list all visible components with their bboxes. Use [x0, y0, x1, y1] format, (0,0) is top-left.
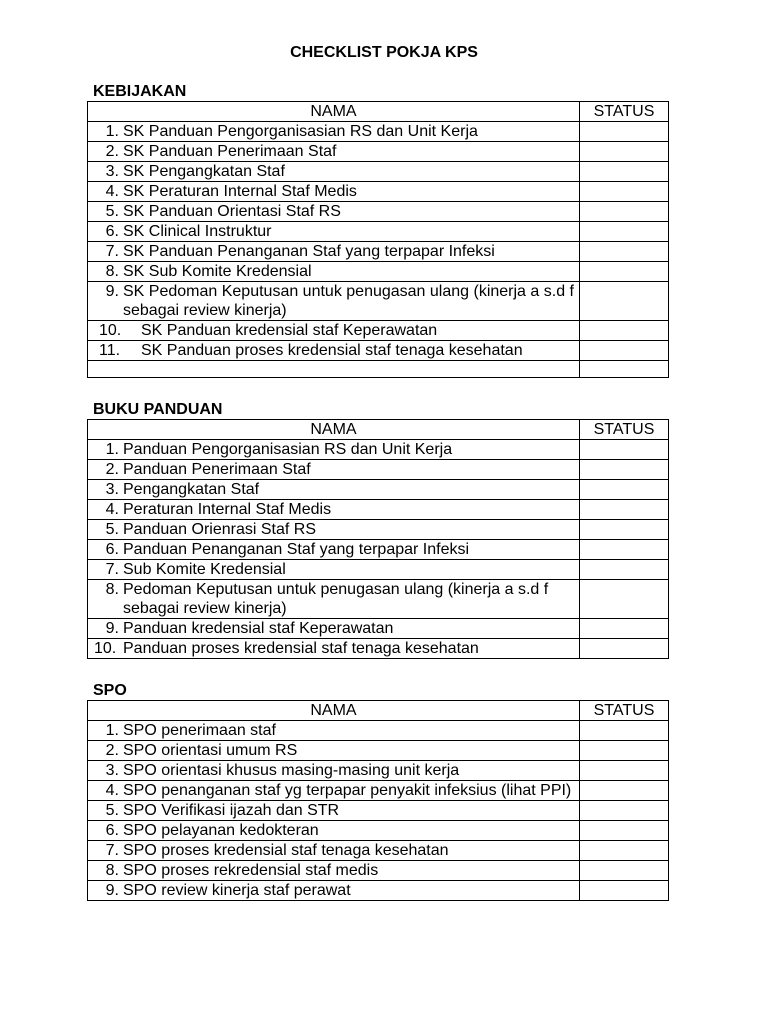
status-cell[interactable] — [580, 122, 669, 142]
item-text: SPO Verifikasi ijazah dan STR — [123, 802, 340, 819]
table-row — [88, 639, 669, 659]
item-text: SK Panduan Pengorganisasian RS dan Unit Kerja — [123, 123, 478, 140]
item-number: 4. — [105, 183, 119, 200]
name-cell — [88, 741, 580, 761]
column-header-status: STATUS — [580, 102, 669, 122]
status-cell[interactable] — [580, 341, 669, 361]
item-number: 5. — [105, 521, 119, 538]
status-cell[interactable] — [580, 580, 669, 619]
item-number: 3. — [105, 762, 119, 779]
item-text: SK Panduan proses kredensial staf tenaga kesehatan — [141, 342, 523, 359]
table-header-row — [88, 420, 669, 440]
table-row — [88, 881, 669, 901]
name-cell — [88, 801, 580, 821]
name-cell — [88, 202, 580, 222]
item-text: SPO orientasi umum RS — [123, 742, 298, 759]
item-number: 1. — [105, 722, 119, 739]
item-text: SK Panduan kredensial staf Keperawatan — [141, 322, 438, 339]
item-number: 8. — [105, 862, 119, 879]
item-number: 8. — [105, 581, 119, 598]
name-cell — [88, 222, 580, 242]
status-cell[interactable] — [580, 761, 669, 781]
status-cell[interactable] — [580, 460, 669, 480]
status-cell[interactable] — [580, 202, 669, 222]
column-header-nama: NAMA — [88, 102, 580, 122]
blank-name-cell — [88, 361, 580, 378]
status-cell[interactable] — [580, 741, 669, 761]
name-cell — [88, 721, 580, 741]
table-row — [88, 122, 669, 142]
name-cell — [88, 761, 580, 781]
item-number: 7. — [105, 842, 119, 859]
status-cell[interactable] — [580, 282, 669, 321]
table-row — [88, 540, 669, 560]
table-row — [88, 282, 669, 321]
status-cell[interactable] — [580, 182, 669, 202]
item-number: 7. — [105, 243, 119, 260]
name-cell — [88, 480, 580, 500]
item-text: SPO review kinerja staf perawat — [123, 882, 351, 899]
table-header-row — [88, 102, 669, 122]
item-number: 6. — [105, 541, 119, 558]
section-heading-spo: SPO — [93, 682, 127, 699]
item-text: Panduan kredensial staf Keperawatan — [123, 620, 394, 637]
status-cell[interactable] — [580, 861, 669, 881]
item-number: 4. — [105, 782, 119, 799]
item-text: SK Pengangkatan Staf — [123, 163, 285, 180]
table-row — [88, 841, 669, 861]
table-row — [88, 142, 669, 162]
item-number: 3. — [105, 481, 119, 498]
spo-table — [87, 700, 669, 901]
item-text: SK Peraturan Internal Staf Medis — [123, 183, 357, 200]
status-cell[interactable] — [580, 841, 669, 861]
name-cell — [88, 122, 580, 142]
item-number: 1. — [105, 123, 119, 140]
item-text: Panduan proses kredensial staf tenaga kesehatan — [123, 640, 479, 657]
status-cell[interactable] — [580, 520, 669, 540]
item-text: Sub Komite Kredensial — [123, 561, 286, 578]
item-number: 9. — [105, 882, 119, 899]
item-text: SK Panduan Orientasi Staf RS — [123, 203, 341, 220]
item-text: Panduan Orienrasi Staf RS — [123, 521, 316, 538]
item-number: 3. — [105, 163, 119, 180]
name-cell — [88, 861, 580, 881]
kebijakan-table — [87, 101, 669, 378]
table-row — [88, 242, 669, 262]
name-cell — [88, 182, 580, 202]
status-cell[interactable] — [580, 480, 669, 500]
item-text: Panduan Pengorganisasian RS dan Unit Kerja — [123, 441, 453, 458]
name-cell — [88, 520, 580, 540]
table-row — [88, 721, 669, 741]
buku-panduan-table — [87, 419, 669, 659]
item-text: Panduan Penerimaan Staf — [123, 461, 311, 478]
item-number: 9. — [105, 283, 119, 300]
item-text: SK Panduan Penanganan Staf yang terpapar Infeksi — [123, 243, 495, 260]
item-text: SPO penerimaan staf — [123, 722, 276, 739]
status-cell[interactable] — [580, 142, 669, 162]
table-row — [88, 801, 669, 821]
status-cell[interactable] — [580, 721, 669, 741]
table-row — [88, 480, 669, 500]
item-number: 5. — [105, 203, 119, 220]
name-cell — [88, 242, 580, 262]
table-row — [88, 460, 669, 480]
section-heading-buku-panduan: BUKU PANDUAN — [93, 401, 223, 418]
item-text: SK Panduan Penerimaan Staf — [123, 143, 337, 160]
status-cell[interactable] — [580, 540, 669, 560]
column-header-status: STATUS — [580, 420, 669, 440]
status-cell[interactable] — [580, 222, 669, 242]
status-cell[interactable] — [580, 162, 669, 182]
name-cell — [88, 881, 580, 901]
item-number: 4. — [105, 501, 119, 518]
table-row — [88, 520, 669, 540]
item-number: 5. — [105, 802, 119, 819]
status-cell[interactable] — [580, 321, 669, 341]
status-cell[interactable] — [580, 619, 669, 639]
status-cell[interactable] — [580, 262, 669, 282]
name-cell — [88, 500, 580, 520]
table-row — [88, 262, 669, 282]
column-header-nama: NAMA — [88, 701, 580, 721]
table-row-blank — [88, 361, 669, 378]
name-cell — [88, 341, 580, 361]
item-text: SK Clinical Instruktur — [123, 223, 272, 240]
item-text: SPO proses kredensial staf tenaga kesehatan — [123, 842, 449, 859]
item-number: 2. — [105, 461, 119, 478]
item-number: 8. — [105, 263, 119, 280]
item-text: SPO proses rekredensial staf medis — [123, 862, 379, 879]
item-number: 10. — [99, 322, 122, 339]
name-cell — [88, 841, 580, 861]
table-row — [88, 202, 669, 222]
item-text: Panduan Penanganan Staf yang terpapar Infeksi — [123, 541, 470, 558]
table-row — [88, 341, 669, 361]
status-cell[interactable] — [580, 500, 669, 520]
name-cell — [88, 580, 580, 619]
table-row — [88, 781, 669, 801]
item-text: Peraturan Internal Staf Medis — [123, 501, 332, 518]
table-row — [88, 500, 669, 520]
section-heading-kebijakan: KEBIJAKAN — [93, 83, 187, 100]
table-header-row — [88, 701, 669, 721]
column-header-status: STATUS — [580, 701, 669, 721]
item-text: SPO pelayanan kedokteran — [123, 822, 319, 839]
table-row — [88, 580, 669, 619]
name-cell — [88, 781, 580, 801]
table-row — [88, 741, 669, 761]
item-number: 1. — [105, 441, 119, 458]
status-cell[interactable] — [580, 639, 669, 659]
item-text: SK Pedoman Keputusan untuk penugasan ulang (kinerja a s.d f sebagai review kinerja) — [123, 283, 574, 319]
item-number: 6. — [105, 223, 119, 240]
name-cell — [88, 460, 580, 480]
table-row — [88, 821, 669, 841]
table-row — [88, 761, 669, 781]
item-text: Pedoman Keputusan untuk penugasan ulang (kinerja a s.d f sebagai review kinerja) — [123, 581, 549, 617]
status-cell[interactable] — [580, 821, 669, 841]
table-row — [88, 182, 669, 202]
table-row — [88, 619, 669, 639]
blank-status-cell[interactable] — [580, 361, 669, 378]
name-cell — [88, 560, 580, 580]
table-row — [88, 560, 669, 580]
item-number: 2. — [105, 742, 119, 759]
status-cell[interactable] — [580, 781, 669, 801]
name-cell — [88, 639, 580, 659]
item-number: 10. — [94, 640, 117, 657]
table-row — [88, 861, 669, 881]
item-text: Pengangkatan Staf — [123, 481, 260, 498]
name-cell — [88, 821, 580, 841]
status-cell[interactable] — [580, 881, 669, 901]
item-number: 11. — [99, 342, 121, 359]
status-cell[interactable] — [580, 242, 669, 262]
status-cell[interactable] — [580, 801, 669, 821]
item-text: SPO penanganan staf yg terpapar penyakit infeksius (lihat PPI) — [123, 782, 572, 799]
column-header-nama: NAMA — [88, 420, 580, 440]
name-cell — [88, 282, 580, 321]
item-number: 9. — [105, 620, 119, 637]
status-cell[interactable] — [580, 440, 669, 460]
name-cell — [88, 321, 580, 341]
name-cell — [88, 162, 580, 182]
item-number: 6. — [105, 822, 119, 839]
document-title: CHECKLIST POKJA KPS — [290, 44, 478, 61]
table-row — [88, 162, 669, 182]
item-text: SK Sub Komite Kredensial — [123, 263, 312, 280]
status-cell[interactable] — [580, 560, 669, 580]
name-cell — [88, 540, 580, 560]
table-row — [88, 321, 669, 341]
item-text: SPO orientasi khusus masing-masing unit kerja — [123, 762, 460, 779]
item-number: 2. — [105, 143, 119, 160]
name-cell — [88, 619, 580, 639]
name-cell — [88, 440, 580, 460]
name-cell — [88, 142, 580, 162]
item-number: 7. — [105, 561, 119, 578]
table-row — [88, 222, 669, 242]
name-cell — [88, 262, 580, 282]
table-row — [88, 440, 669, 460]
